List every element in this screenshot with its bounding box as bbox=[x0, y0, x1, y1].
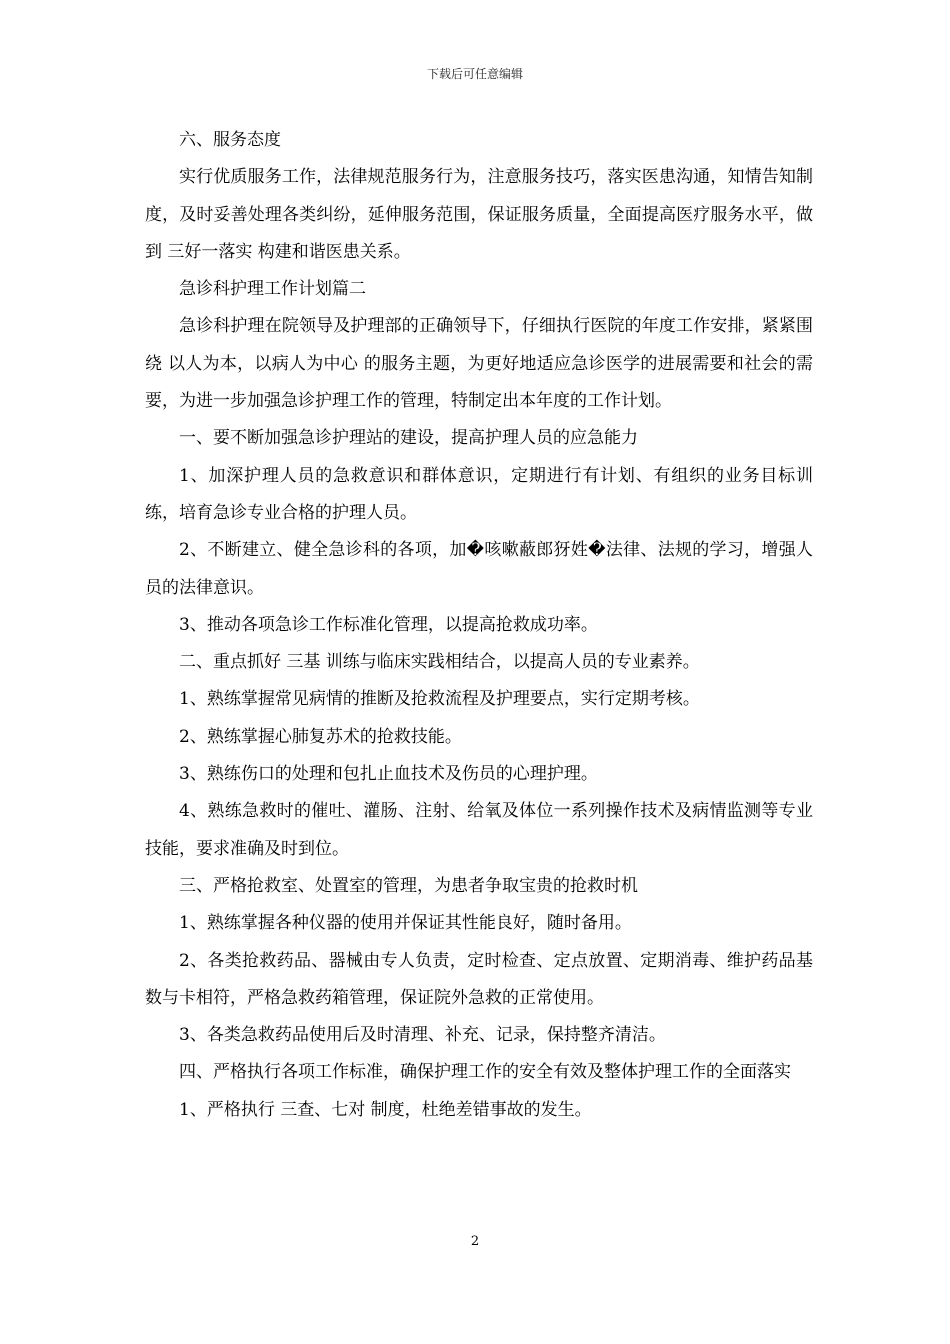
list-item: 3、熟练伤口的处理和包扎止血技术及伤员的心理护理。 bbox=[179, 764, 598, 785]
list-item: 2、不断建立、健全急诊科的各项，加�咳嗽蔽郎犽姓�法律、法规的学习，增强人员的法律意识。 bbox=[145, 540, 813, 598]
list-item: 4、熟练急救时的催吐、灌肠、注射、给氧及体位一系列操作技术及病情监测等专业技能，要求准确及时到位。 bbox=[145, 801, 813, 859]
page-header: 下载后可任意编辑 bbox=[426, 67, 523, 81]
section-heading: 一、要不断加强急诊护理站的建设，提高护理人员的应急能力 bbox=[179, 428, 638, 449]
list-item: 2、各类抢救药品、器械由专人负责，定时检查、定点放置、定期消毒、维护药品基数与卡相符，严格急救药箱管理，保证院外急救的正常使用。 bbox=[145, 950, 813, 1008]
section-heading: 三、严格抢救室、处置室的管理，为患者争取宝贵的抢救时机 bbox=[179, 875, 638, 896]
list-item: 1、加深护理人员的急救意识和群体意识，定期进行有计划、有组织的业务目标训练，培育急诊专业合格的护理人员。 bbox=[145, 465, 813, 523]
list-item: 3、各类急救药品使用后及时清理、补充、记录，保持整齐清洁。 bbox=[179, 1025, 666, 1046]
list-item: 2、熟练掌握心肺复苏术的抢救技能。 bbox=[179, 726, 462, 747]
list-item: 1、熟练掌握常见病情的推断及抢救流程及护理要点，实行定期考核。 bbox=[179, 689, 700, 710]
paragraph: 急诊科护理在院领导及护理部的正确领导下，仔细执行医院的年度工作安排，紧紧围绕 以人为本，以病人为中心 的服务主题，为更好地适应急诊医学的进展需要和社会的需要，为进一步加强急诊护理工作的管理，特制定出本年度的工作计划。 bbox=[145, 316, 813, 412]
section-heading: 四、严格执行各项工作标准，确保护理工作的安全有效及整体护理工作的全面落实 bbox=[179, 1062, 791, 1083]
section-heading: 六、服务态度 bbox=[179, 130, 281, 150]
page-number: 2 bbox=[470, 1234, 480, 1249]
document-body bbox=[145, 122, 813, 1129]
paragraph: 实行优质服务工作，法律规范服务行为，注意服务技巧，落实医患沟通，知情告知制度，及时妥善处理各类纠纷，延伸服务范围，保证服务质量，全面提高医疗服务水平，做到 三好一落实 构建和谐医患关系。 bbox=[145, 167, 813, 262]
list-item: 1、熟练掌握各种仪器的使用并保证其性能良好，随时备用。 bbox=[179, 913, 632, 934]
section-heading: 二、重点抓好 三基 训练与临床实践相结合，以提高人员的专业素养。 bbox=[179, 652, 700, 673]
document-title: 急诊科护理工作计划篇二 bbox=[179, 279, 366, 300]
list-item: 1、严格执行 三查、七对 制度，杜绝差错事故的发生。 bbox=[179, 1099, 592, 1120]
list-item: 3、推动各项急诊工作标准化管理，以提高抢救成功率。 bbox=[179, 614, 598, 635]
